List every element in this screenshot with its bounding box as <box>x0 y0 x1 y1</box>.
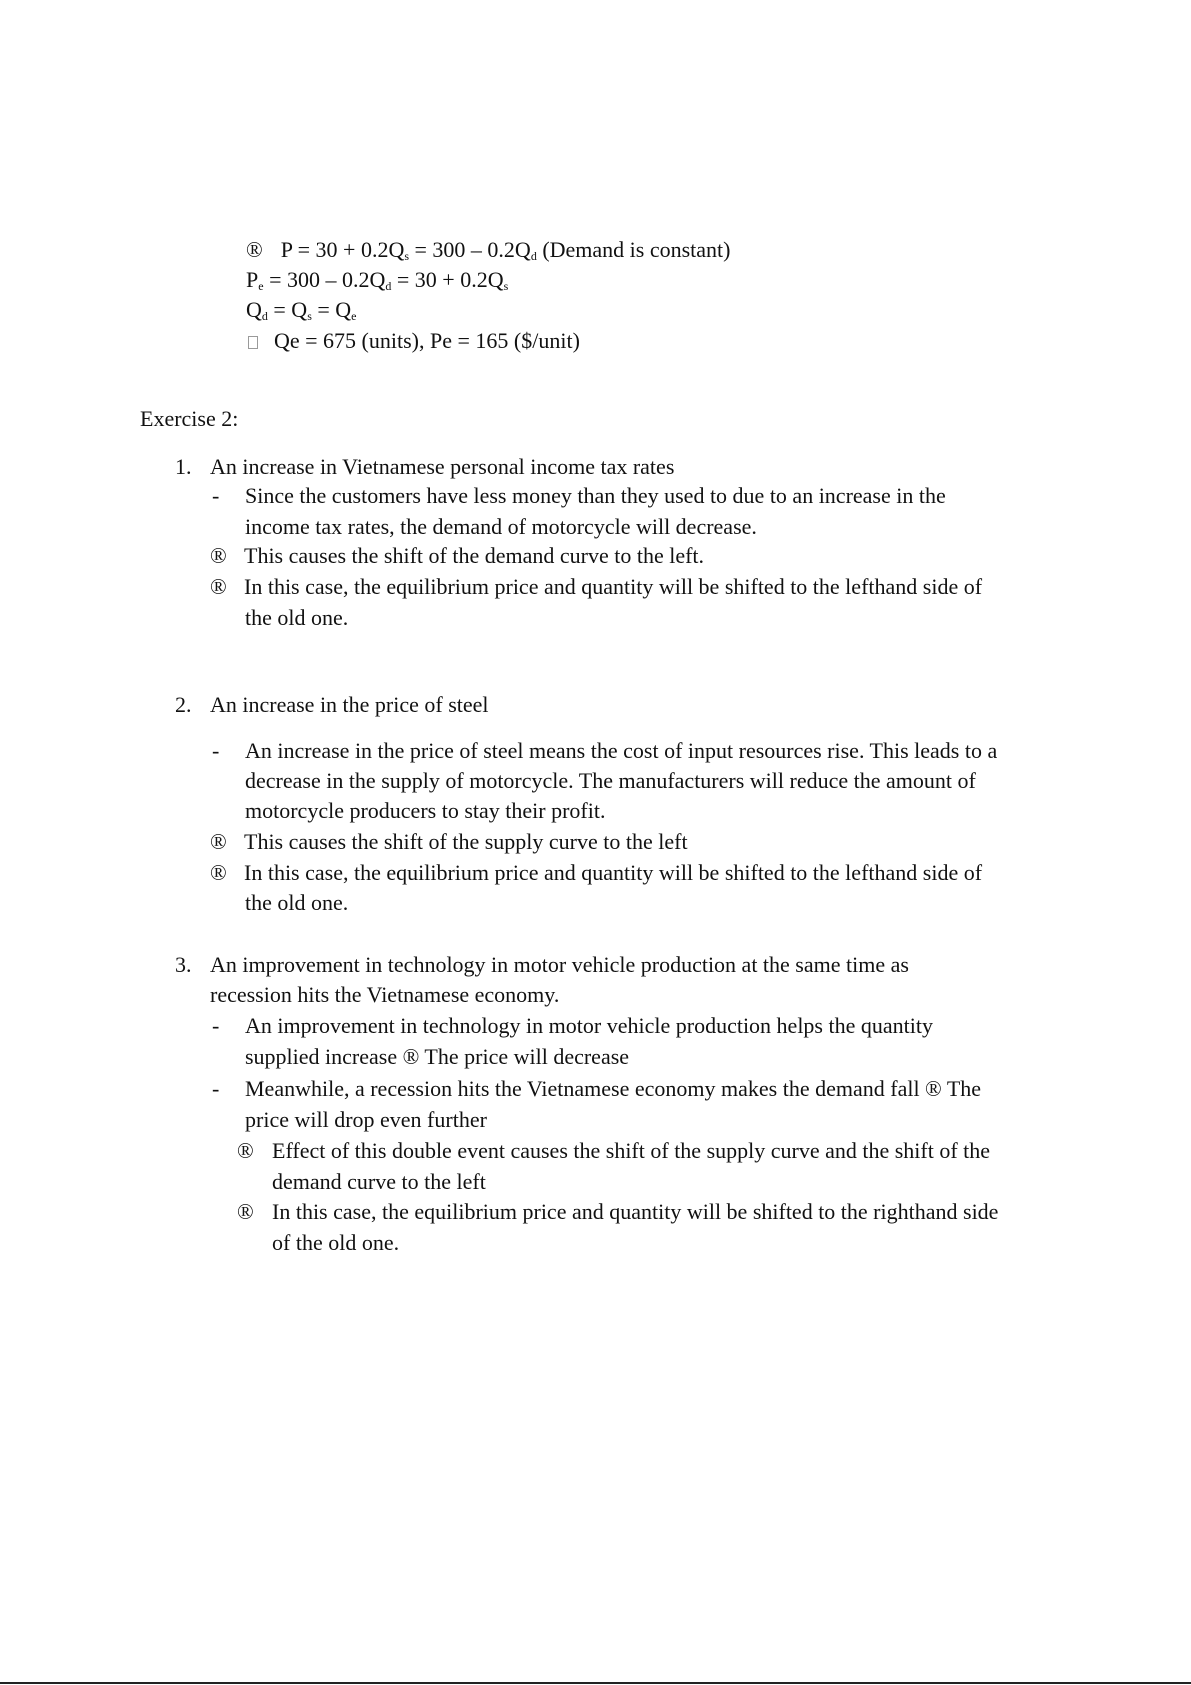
list-item-heading: An improvement in technology in motor vehicle production at the same time as <box>210 952 909 977</box>
arrow-marker: ® <box>237 1138 254 1163</box>
bullet-text: This causes the shift of the demand curve to the left. <box>244 543 705 568</box>
list-item-heading: An increase in the price of steel <box>210 692 489 717</box>
bullet-text: An improvement in technology in motor vehicle production helps the quantity <box>245 1013 933 1038</box>
bullet-text: Meanwhile, a recession hits the Vietnamese economy makes the demand fall ® The <box>245 1076 982 1101</box>
arrow-marker: ® <box>246 237 263 262</box>
bullet-text: This causes the shift of the supply curve to the left <box>244 829 688 854</box>
list-item-heading: recession hits the Vietnamese economy. <box>210 982 560 1007</box>
equation-line: $Q_d = Q_s = Q_e$ <box>246 297 357 323</box>
bullet-text: supplied increase ® The price will decrease <box>245 1044 630 1069</box>
list-item-number: 3. <box>175 952 192 977</box>
bullet-text: In this case, the equilibrium price and quantity will be shifted to the lefthand side of <box>244 574 983 599</box>
bullet-text: of the old one. <box>272 1230 400 1255</box>
bullet-text: demand curve to the left <box>272 1169 486 1194</box>
bullet-text: Effect of this double event causes the shift of the supply curve and the shift of the <box>272 1138 991 1163</box>
bullet-text: decrease in the supply of motorcycle. The manufacturers will reduce the amount of <box>245 768 976 793</box>
bullet-text: price will drop even further <box>245 1107 487 1132</box>
section-title: Exercise 2: <box>140 406 239 431</box>
arrow-marker: ® <box>237 1199 254 1224</box>
bullet-text: Since the customers have less money than they used to due to an increase in the <box>245 483 946 508</box>
arrow-marker: ® <box>210 860 227 885</box>
bullet-text: the old one. <box>245 890 349 915</box>
bullet-text: In this case, the equilibrium price and quantity will be shifted to the righthand side <box>272 1199 999 1224</box>
equation-line: $P_e = 300 - 0.2Q_d = 30 + 0.2Q_s$ <box>246 267 509 293</box>
bullet-text: the old one. <box>245 605 349 630</box>
list-item-number: 2. <box>175 692 192 717</box>
dash-marker: - <box>212 1076 220 1101</box>
page-bottom-rule <box>0 1682 1191 1684</box>
list-item-heading: An increase in Vietnamese personal income tax rates <box>210 454 675 479</box>
bullet-text: In this case, the equilibrium price and quantity will be shifted to the lefthand side of <box>244 860 983 885</box>
equation-line: ® $P = 30 + 0.2Q_s = 300 - 0.2Q_d$ (Demand is constant) <box>246 237 731 263</box>
arrow-marker: ® <box>210 543 227 568</box>
bullet-text: An increase in the price of steel means the cost of input resources rise. This leads to a <box>245 738 998 763</box>
dash-marker: - <box>212 738 220 763</box>
arrow-marker: ® <box>210 574 227 599</box>
arrow-marker: ® <box>210 829 227 854</box>
dash-marker: - <box>212 483 220 508</box>
dash-marker: - <box>212 1013 220 1038</box>
list-item-number: 1. <box>175 454 192 479</box>
bullet-text: motorcycle producers to stay their profit. <box>245 798 606 823</box>
missing-glyph-icon <box>248 336 258 349</box>
bullet-text: income tax rates, the demand of motorcycle will decrease. <box>245 514 757 539</box>
result-line: Qe = 675 (units), Pe = 165 ($/unit) <box>248 327 580 355</box>
